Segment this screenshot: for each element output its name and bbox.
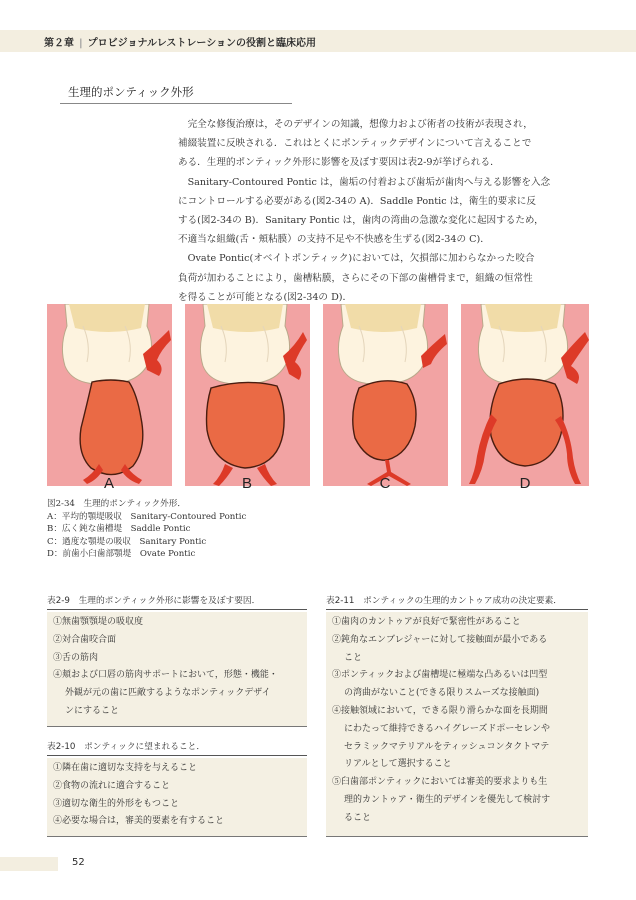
text-line: 負荷が加わることにより，歯槽粘膜，さらにその下部の歯槽骨まで，組織の恒常性 [178,272,533,284]
crown [478,304,567,384]
crown [62,304,151,384]
pontic-body [80,380,143,475]
text-line: Ovate Pontic(オベイトポンティック)においては，欠損部に加わらなかった咬合 [178,253,535,265]
table-row: こと [344,652,363,663]
panel-d [461,304,589,490]
table-row: ①無歯顎顎堤の吸収度 [53,617,144,627]
table-rule [47,755,307,756]
body-text [178,115,576,307]
pontic-illustration [47,304,589,490]
table-row: 外観が元の歯に匹敵するようなポンティックデザイ [65,688,271,699]
panel-label: B [241,475,253,490]
table-row: 理的カントゥア・衛生的デザインを優先して検討す [344,794,551,805]
table-2-10-title: 表2-10 ポンティックに望まれること． [47,742,206,752]
pontic-body [207,382,285,468]
table-row: ②鈍角なエンブレジャーに対して接触面が最小である [332,634,548,645]
table-rule [47,609,307,610]
table-row: ①隣在歯に適切な支持を与えること [53,763,198,773]
chapter-title: プロビジョナルレストレーションの役割と臨床応用 [87,38,317,49]
text-line: ある．生理的ポンティック外形に影響を及ぼす要因は表2-9が挙げられる． [178,157,500,169]
table-row: リアルとして選択すること [344,759,452,770]
crown [338,304,427,384]
chapter-number: 第２章 [44,38,74,49]
table-2-11 [326,612,588,837]
text-line: 不適当な組織(舌・頬粘膜）の支持不足や不快感を生ずる(図2-34の C)． [178,234,490,246]
panel-label: A [103,475,115,490]
text-line: を得ることが可能となる(図2-34の D)． [178,291,353,303]
caption-line: D：前歯小臼歯部顎堤 Ovate Pontic [47,549,196,559]
text-line: 完全な修復治療は，そのデザインの知識，想像力および術者の技術が表現され， [178,119,533,130]
table-row: ④必要な場合は，審美的要素を有すること [53,816,225,827]
caption-line: B：広く鈍な歯槽堤 Saddle Pontic [47,524,191,534]
paragraph-3 [178,249,576,307]
table-row: ること [344,812,372,823]
panel-label: D [519,475,531,490]
paragraph-2 [178,173,576,250]
table-row: セラミックマテリアルをティッシュコンタクトマテ [344,741,550,752]
section-rule [60,103,292,104]
text-line: にコントロールする必要がある(図2-34の A)．Saddle Pontic は，衛生的要求に反 [178,195,536,207]
caption-line: A：平均的顎堤吸収 Sanitary-Contoured Pontic [47,511,247,522]
text-line: 補綴装置に反映される．これはとくにポンティックデザインについて言えることで [178,138,532,150]
table-rule [326,609,588,610]
figure-caption [47,498,246,561]
panel-b [185,304,310,490]
table-row: ④頬および口唇の筋肉サポートにおいて，形態・機能・ [53,670,278,681]
table-row: ①歯肉のカントゥアが良好で緊密性があること [332,617,521,627]
table-row: ⑤臼歯部ポンティックにおいては審美的要求よりも生 [332,777,548,788]
table-2-9-title: 表2-9 生理的ポンティック外形に影響を及ぼす要因． [47,596,261,606]
table-row: にわたって維持できるハイグレーズドポーセレンや [344,723,550,734]
section-title: 生理的ポンティック外形 [68,85,194,99]
page-number: 52 [72,857,85,868]
table-2-9 [47,612,307,727]
table-row: ②食物の流れに適合すること [53,780,171,791]
table-row: ②対合歯咬合面 [53,634,117,645]
table-2-11-title: 表2-11 ポンティックの生理的カントゥア成功の決定要素． [326,596,562,606]
table-2-10 [47,758,307,837]
table-row: ③舌の筋肉 [53,652,99,663]
pontic-figure [47,304,589,490]
table-row: ③適切な衛生的外形をもつこと [53,798,180,809]
table-row: ④接触領域において，できる限り滑らかな面を長期間 [332,705,548,716]
panel-a [47,304,172,490]
caption-line: C：過度な顎堤の吸収 Sanitary Pontic [47,536,207,547]
chapter-header: 第２章 | プロビジョナルレストレーションの役割と臨床応用 [44,38,317,49]
table-row: ③ポンティックおよび歯槽堤に極端な凸あるいは凹型 [332,670,548,681]
panel-label: C [379,475,391,490]
caption-title: 図2-34 生理的ポンティック外形． [47,499,186,509]
table-row: ンにすること [65,705,120,716]
text-line: する(図2-34の B)．Sanitary Pontic は，歯肉の湾曲の急激な変化に起因するため， [178,215,544,227]
paragraph-1 [178,115,576,173]
text-line: Sanitary-Contoured Pontic は，歯垢の付着および歯垢が歯肉へ与える影響を入念 [178,176,551,188]
table-row: の湾曲がないこと(できる限りスムーズな接触面) [344,688,540,699]
panel-c [323,304,448,490]
footer-bar [0,857,58,871]
pontic-body [490,379,563,466]
crown [200,304,289,384]
